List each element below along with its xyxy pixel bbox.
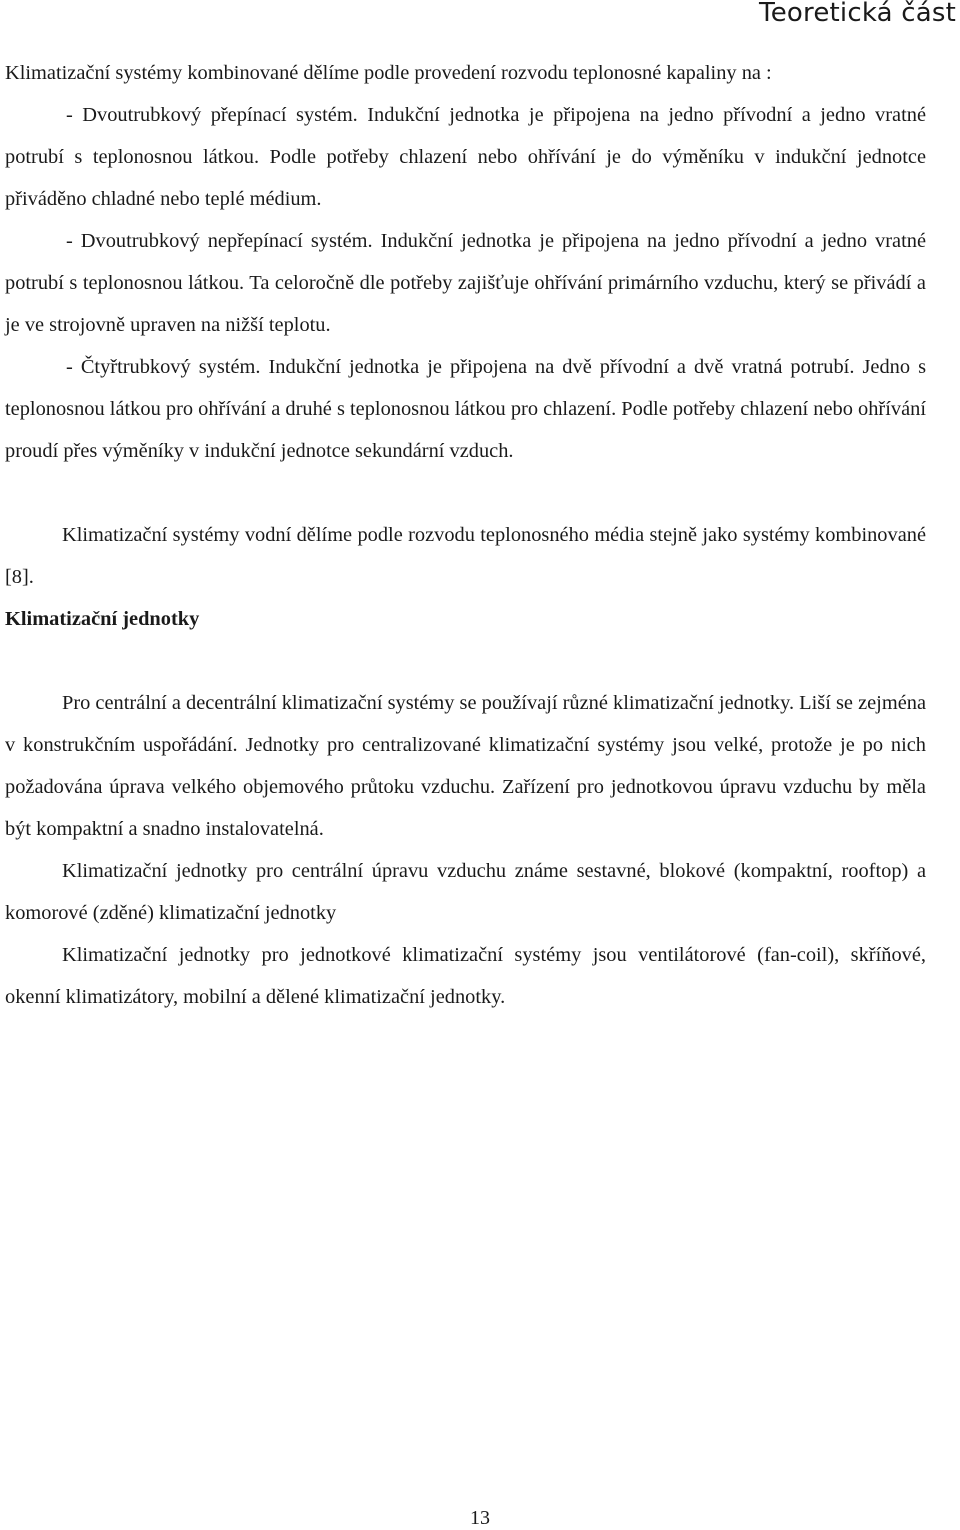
list-item-four-pipe: - Čtyřtrubkový systém. Indukční jednotka je připojena na dvě přívodní a dvě vratná potrubí. Jedno s teplonosnou látkou pro ohřívání a druhé s teplonosnou látkou pro chlazení. Podle potřeby chlazení nebo ohřívání proudí přes výměníky v indukční jednotce sekundární vzduch. <box>5 356 926 462</box>
running-header-title: Teoretická část <box>759 0 956 28</box>
list-item-two-pipe-switching: - Dvoutrubkový přepínací systém. Indukční jednotka je připojena na jedno přívodní a jedno vratné potrubí s teplonosnou látkou. Podle potřeby chlazení nebo ohřívání je do výměníku v indukční jednotce přiváděno chladné nebo teplé médium. <box>5 104 926 210</box>
units-paragraph-2: Klimatizační jednotky pro centrální úpravu vzduchu známe sestavné, blokové (kompaktní, rooftop) a komorové (zděné) klimatizační jednotky <box>5 860 926 924</box>
page-number: 13 <box>470 1507 490 1529</box>
section-heading: Klimatizační jednotky <box>5 608 200 630</box>
water-systems-paragraph: Klimatizační systémy vodní dělíme podle rozvodu teplonosného média stejně jako systémy kombinované [8]. <box>5 524 926 588</box>
list-item-two-pipe-non-switching: - Dvoutrubkový nepřepínací systém. Indukční jednotka je připojena na jedno přívodní a jedno vratné potrubí s teplonosnou látkou. Ta celoročně dle potřeby zajišťuje ohřívání primárního vzduchu, který se přivádí a je ve strojovně upraven na nižší teplotu. <box>5 230 926 336</box>
units-paragraph-1: Pro centrální a decentrální klimatizační systémy se používají různé klimatizační jednotky. Liší se zejména v konstrukčním uspořádání. Jednotky pro centralizované klimatizační systémy jsou velké, protože je po nich požadována úprava velkého objemového průtoku vzduchu. Zařízení pro jednotkovou úpravu vzduchu by měla být kompaktní a snadno instalovatelná. <box>5 692 926 840</box>
units-paragraph-3: Klimatizační jednotky pro jednotkové klimatizační systémy jsou ventilátorové (fan-coil), skříňové, okenní klimatizátory, mobilní a dělené klimatizační jednotky. <box>5 944 926 1008</box>
document-body <box>5 52 926 1018</box>
intro-paragraph: Klimatizační systémy kombinované dělíme podle provedení rozvodu teplonosné kapaliny na : <box>5 62 772 84</box>
